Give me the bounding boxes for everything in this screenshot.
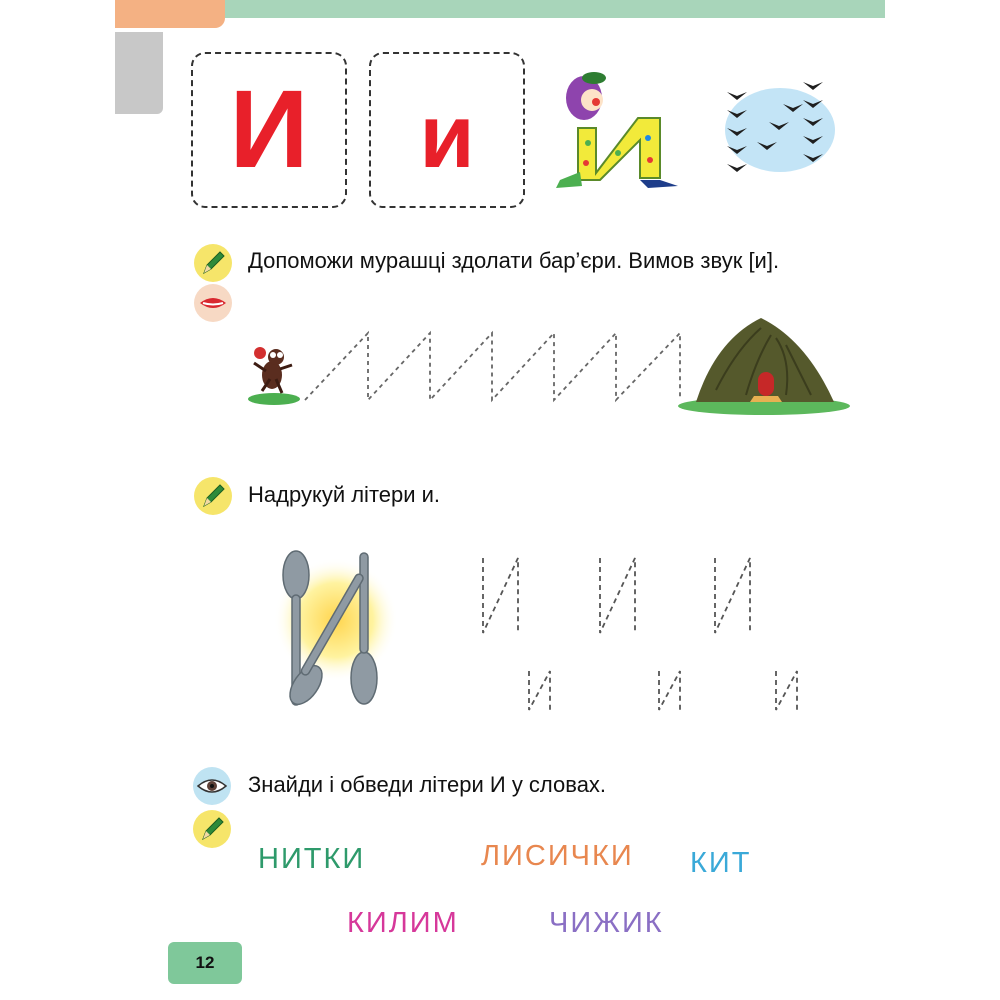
uppercase-letter: И <box>229 68 309 191</box>
birds-letter-illustration <box>705 72 840 182</box>
uppercase-letter-box <box>191 52 347 208</box>
lowercase-letter: и <box>419 87 475 187</box>
word-kyt: КИТ <box>690 847 752 879</box>
top-orange-tab <box>115 0 225 28</box>
task-1-instruction: Допоможи мурашці здолати бар’єри. Вимов звук [и]. <box>248 248 780 273</box>
pencil-icon <box>194 477 232 515</box>
anthill-illustration <box>676 310 851 418</box>
lowercase-letter-box <box>369 52 525 208</box>
tracing-uppercase-letters <box>478 553 758 638</box>
side-gray-tab <box>115 32 163 114</box>
ant-illustration <box>246 335 306 407</box>
task-2-instruction: Надрукуй літери и. <box>248 482 441 507</box>
spoons-letter-illustration <box>268 545 418 715</box>
eye-icon <box>193 767 231 805</box>
tracing-zigzag-path <box>300 325 690 405</box>
word-chyzhyk: ЧИЖИК <box>549 907 664 939</box>
tracing-lowercase-letters <box>526 668 806 713</box>
page-number: 12 <box>168 942 242 984</box>
clown-letter-illustration <box>548 68 693 193</box>
word-kylym: КИЛИМ <box>347 907 459 939</box>
word-lysychky: ЛИСИЧКИ <box>481 840 634 872</box>
word-nytky: НИТКИ <box>258 843 366 875</box>
lips-icon <box>194 284 232 322</box>
pencil-icon <box>193 810 231 848</box>
pencil-icon <box>194 244 232 282</box>
task-3-instruction: Знайди і обведи літери И у словах. <box>248 772 607 797</box>
top-color-strip <box>222 0 885 18</box>
